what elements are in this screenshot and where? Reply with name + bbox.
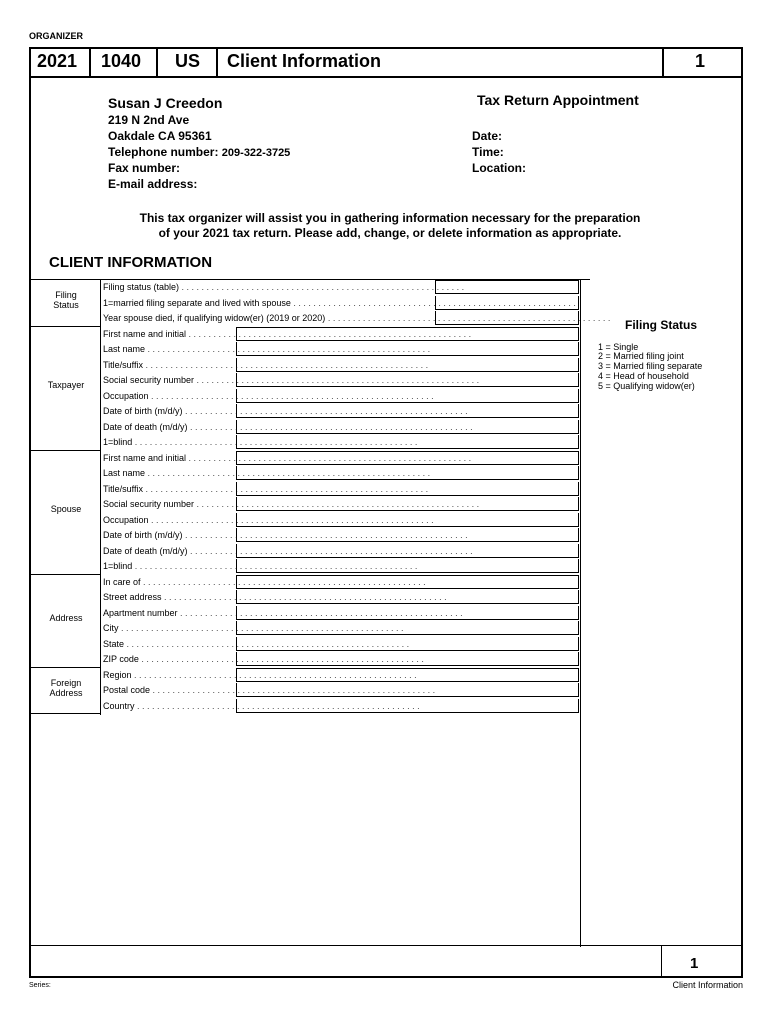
client-address-line2: Oakdale CA 95361 xyxy=(108,129,212,143)
group-label-divider xyxy=(100,279,101,715)
entry-field[interactable] xyxy=(236,699,579,713)
leader-dots: . . . . . . . . . . . . . . . . . . . . . . . . . . . . . . . . . . . . . . . . . . . . . . . . . . . . . . . . . xyxy=(182,406,468,416)
telephone-value: 209-322-3725 xyxy=(221,147,291,159)
legend-column-divider xyxy=(580,279,581,947)
group-separator xyxy=(31,326,101,327)
row-label-text: First name and initial xyxy=(103,329,187,339)
entry-field[interactable] xyxy=(236,389,579,403)
row-label xyxy=(103,621,404,636)
row-label xyxy=(103,466,431,481)
entry-field[interactable] xyxy=(236,606,579,620)
group-separator xyxy=(31,450,101,451)
entry-field[interactable] xyxy=(236,683,579,697)
entry-field[interactable] xyxy=(236,497,579,511)
row-label-text: City xyxy=(103,623,119,633)
section-title: CLIENT INFORMATION xyxy=(49,254,213,271)
form-header xyxy=(29,47,743,78)
leader-dots: . . . . . . . . . . . . . . . . . . . . . . . . . . . . . . . . . . . . . . . . . . . . . . . . . . . . . . . . . xyxy=(132,437,418,447)
row-label xyxy=(103,637,410,652)
appointment-time-label: Time: xyxy=(472,145,504,159)
leader-dots: . . . . . . . . . . . . . . . . . . . . . . . . . . . . . . . . . . . . . . . . . . . . . . . . . . . . . . . . . xyxy=(150,685,436,695)
footer-divider xyxy=(661,945,662,978)
row-label-text: State xyxy=(103,639,125,649)
leader-dots: . . . . . . . . . . . . . . . . . . . . . . . . . . . . . . . . . . . . . . . . . . . . . . . . . . . . . . . . . xyxy=(186,329,472,339)
row-label xyxy=(103,358,429,373)
leader-dots: . . . . . . . . . . . . . . . . . . . . . . . . . . . . . . . . . . . . . . . . . . . . . . . . . . . . . . . . . xyxy=(325,313,611,323)
leader-dots: . . . . . . . . . . . . . . . . . . . . . . . . . . . . . . . . . . . . . . . . . . . . . . . . . . . . . . . . . xyxy=(186,453,472,463)
row-label xyxy=(103,575,426,590)
row-label xyxy=(103,497,480,512)
row-label-text: First name and initial xyxy=(103,453,187,463)
group-separator xyxy=(31,713,101,714)
row-label xyxy=(103,296,576,311)
appointment-location-label: Location: xyxy=(472,161,526,175)
footer-title: Client Information xyxy=(672,980,743,990)
row-label-text: Occupation xyxy=(103,515,149,525)
entry-field[interactable] xyxy=(236,482,579,496)
foreign-label-line2: Address xyxy=(49,688,83,698)
row-label xyxy=(103,528,468,543)
header-divider xyxy=(216,47,218,76)
row-label-text: Date of birth (m/d/y) xyxy=(103,530,183,540)
leader-dots: . . . . . . . . . . . . . . . . . . . . . . . . . . . . . . . . . . . . . . . . . . . . . . . . . . . . . . . . . xyxy=(194,375,480,385)
row-label-text: Year spouse died, if qualifying widow(er) (2019 or 2020) xyxy=(103,313,326,323)
entry-field[interactable] xyxy=(236,559,579,573)
group-separator xyxy=(31,574,101,575)
header-divider xyxy=(662,47,664,76)
row-label-text: Street address xyxy=(103,592,162,602)
row-label-text: Date of birth (m/d/y) xyxy=(103,406,183,416)
filing-status-option: 3 = Married filing separate xyxy=(598,361,703,371)
taxpayer-group-label: Taxpayer xyxy=(47,380,85,390)
entry-field[interactable] xyxy=(236,637,579,651)
row-label xyxy=(103,280,465,295)
row-label-text: Occupation xyxy=(103,391,149,401)
form-number: 1040 xyxy=(101,51,142,71)
leader-dots: . . . . . . . . . . . . . . . . . . . . . . . . . . . . . . . . . . . . . . . . . . . . . . . . . . . . . . . . . xyxy=(145,468,431,478)
entry-field[interactable] xyxy=(236,420,579,434)
row-label-text: Postal code xyxy=(103,685,151,695)
row-label-text: In care of xyxy=(103,577,141,587)
row-label-text: Region xyxy=(103,670,132,680)
row-label xyxy=(103,652,424,667)
leader-dots: . . . . . . . . . . . . . . . . . . . . . . . . . . . . . . . . . . . . . . . . . . . . . . . . . . . . . . . . . xyxy=(134,701,420,711)
leader-dots: . . . . . . . . . . . . . . . . . . . . . . . . . . . . . . . . . . . . . . . . . . . . . . . . . . . . . . . . . xyxy=(148,391,434,401)
footer-rule xyxy=(31,945,743,946)
group-separator xyxy=(31,667,101,668)
row-label xyxy=(103,373,480,388)
entry-field[interactable] xyxy=(236,575,579,589)
row-label-text: Last name xyxy=(103,344,146,354)
row-label xyxy=(103,311,611,326)
row-label xyxy=(103,404,468,419)
row-label-text: Date of death (m/d/y) xyxy=(103,422,188,432)
entry-field[interactable] xyxy=(236,358,579,372)
header-divider xyxy=(89,47,91,76)
header-page-number: 1 xyxy=(695,51,706,71)
country-code: US xyxy=(175,51,201,71)
row-label xyxy=(103,482,429,497)
client-address-line1: 219 N 2nd Ave xyxy=(108,113,190,127)
entry-field[interactable] xyxy=(236,435,579,449)
leader-dots: . . . . . . . . . . . . . . . . . . . . . . . . . . . . . . . . . . . . . . . . . . . . . . . . . . . . . . . . . xyxy=(182,530,468,540)
intro-line-2: of your 2021 tax return. Please add, change, or delete information as appropriate. xyxy=(158,226,622,240)
filing-status-option: 2 = Married filing joint xyxy=(598,351,684,361)
entry-field[interactable] xyxy=(236,327,579,341)
row-label xyxy=(103,327,472,342)
row-label-text: 1=married filing separate and lived with spouse xyxy=(103,298,291,308)
entry-field[interactable] xyxy=(236,342,579,356)
telephone-row xyxy=(108,145,290,159)
leader-dots: . . . . . . . . . . . . . . . . . . . . . . . . . . . . . . . . . . . . . . . . . . . . . . . . . . . . . . . . . xyxy=(140,577,426,587)
leader-dots: . . . . . . . . . . . . . . . . . . . . . . . . . . . . . . . . . . . . . . . . . . . . . . . . . . . . . . . . . xyxy=(145,344,431,354)
leader-dots: . . . . . . . . . . . . . . . . . . . . . . . . . . . . . . . . . . . . . . . . . . . . . . . . . . . . . . . . . xyxy=(177,608,463,618)
filing-status-label-line1: Filing xyxy=(55,290,77,300)
leader-dots: . . . . . . . . . . . . . . . . . . . . . . . . . . . . . . . . . . . . . . . . . . . . . . . . . . . . . . . . . xyxy=(194,499,480,509)
entry-field[interactable] xyxy=(236,451,579,465)
leader-dots: . . . . . . . . . . . . . . . . . . . . . . . . . . . . . . . . . . . . . . . . . . . . . . . . . . . . . . . . . xyxy=(143,484,429,494)
filing-status-label-line2: Status xyxy=(53,300,79,310)
entry-field[interactable] xyxy=(236,621,579,635)
intro-line-1: This tax organizer will assist you in gathering information necessary for the preparation xyxy=(139,211,641,225)
address-group-label: Address xyxy=(49,613,83,623)
page-title: Client Information xyxy=(227,51,381,71)
row-label-text: Title/suffix xyxy=(103,360,144,370)
leader-dots: . . . . . . . . . . . . . . . . . . . . . . . . . . . . . . . . . . . . . . . . . . . . . . . . . . . . . . . . . xyxy=(179,282,465,292)
fax-label: Fax number: xyxy=(108,161,181,175)
entry-field[interactable] xyxy=(435,311,579,325)
footer-page-number: 1 xyxy=(690,955,699,972)
client-name: Susan J Creedon xyxy=(108,95,223,111)
appointment-date-label: Date: xyxy=(472,129,503,143)
row-label xyxy=(103,606,463,621)
entry-field[interactable] xyxy=(236,668,579,682)
filing-status-option: 1 = Single xyxy=(598,342,639,352)
foreign-label-line1: Foreign xyxy=(50,678,82,688)
organizer-label: ORGANIZER xyxy=(29,31,83,41)
row-label-text: Title/suffix xyxy=(103,484,144,494)
leader-dots: . . . . . . . . . . . . . . . . . . . . . . . . . . . . . . . . . . . . . . . . . . . . . . . . . . . . . . . . . xyxy=(161,592,447,602)
filing-status-option: 5 = Qualifying widow(er) xyxy=(598,381,695,391)
entry-field[interactable] xyxy=(435,296,579,310)
row-label-text: Filing status (table) xyxy=(103,282,180,292)
row-label-text: ZIP code xyxy=(103,654,139,664)
leader-dots: . . . . . . . . . . . . . . . . . . . . . . . . . . . . . . . . . . . . . . . . . . . . . . . . . . . . . . . . . xyxy=(187,422,473,432)
leader-dots: . . . . . . . . . . . . . . . . . . . . . . . . . . . . . . . . . . . . . . . . . . . . . . . . . . . . . . . . . xyxy=(187,546,473,556)
entry-field[interactable] xyxy=(236,466,579,480)
row-label-text: 1=blind xyxy=(103,561,133,571)
leader-dots: . . . . . . . . . . . . . . . . . . . . . . . . . . . . . . . . . . . . . . . . . . . . . . . . . . . . . . . . . xyxy=(290,298,576,308)
entry-field[interactable] xyxy=(435,280,579,294)
entry-field[interactable] xyxy=(236,404,579,418)
leader-dots: . . . . . . . . . . . . . . . . . . . . . . . . . . . . . . . . . . . . . . . . . . . . . . . . . . . . . . . . . xyxy=(148,515,434,525)
leader-dots: . . . . . . . . . . . . . . . . . . . . . . . . . . . . . . . . . . . . . . . . . . . . . . . . . . . . . . . . . xyxy=(118,623,404,633)
row-label xyxy=(103,699,420,714)
entry-field[interactable] xyxy=(236,544,579,558)
row-label-text: 1=blind xyxy=(103,437,133,447)
row-label xyxy=(103,420,473,435)
row-label xyxy=(103,389,434,404)
leader-dots: . . . . . . . . . . . . . . . . . . . . . . . . . . . . . . . . . . . . . . . . . . . . . . . . . . . . . . . . . xyxy=(124,639,410,649)
leader-dots: . . . . . . . . . . . . . . . . . . . . . . . . . . . . . . . . . . . . . . . . . . . . . . . . . . . . . . . . . xyxy=(131,670,417,680)
filing-status-option: 4 = Head of household xyxy=(598,371,689,381)
foreign-address-group-label xyxy=(31,678,101,698)
row-label xyxy=(103,513,434,528)
row-label xyxy=(103,451,472,466)
row-label xyxy=(103,342,431,357)
leader-dots: . . . . . . . . . . . . . . . . . . . . . . . . . . . . . . . . . . . . . . . . . . . . . . . . . . . . . . . . . xyxy=(138,654,424,664)
entry-field[interactable] xyxy=(236,590,579,604)
appointment-title: Tax Return Appointment xyxy=(477,92,639,108)
entry-field[interactable] xyxy=(236,528,579,542)
series-label: Series: xyxy=(29,982,51,989)
entry-field[interactable] xyxy=(236,373,579,387)
row-label xyxy=(103,683,436,698)
intro-text xyxy=(100,211,680,241)
entry-field[interactable] xyxy=(236,513,579,527)
leader-dots: . . . . . . . . . . . . . . . . . . . . . . . . . . . . . . . . . . . . . . . . . . . . . . . . . . . . . . . . . xyxy=(143,360,429,370)
row-label xyxy=(103,435,418,450)
header-divider xyxy=(156,47,158,76)
row-label xyxy=(103,544,473,559)
row-label-text: Social security number xyxy=(103,375,195,385)
email-label: E-mail address: xyxy=(108,177,198,191)
row-label-text: Apartment number xyxy=(103,608,178,618)
row-label-text: Date of death (m/d/y) xyxy=(103,546,188,556)
filing-status-legend-title: Filing Status xyxy=(625,318,697,332)
row-label xyxy=(103,559,418,574)
row-label xyxy=(103,590,447,605)
entry-field[interactable] xyxy=(236,652,579,666)
filing-status-group-label xyxy=(31,290,101,310)
spouse-group-label: Spouse xyxy=(50,504,82,514)
tax-year: 2021 xyxy=(37,51,78,71)
row-label-text: Last name xyxy=(103,468,146,478)
row-label xyxy=(103,668,417,683)
leader-dots: . . . . . . . . . . . . . . . . . . . . . . . . . . . . . . . . . . . . . . . . . . . . . . . . . . . . . . . . . xyxy=(132,561,418,571)
telephone-label: Telephone number: xyxy=(108,145,219,159)
row-label-text: Social security number xyxy=(103,499,195,509)
row-label-text: Country xyxy=(103,701,135,711)
